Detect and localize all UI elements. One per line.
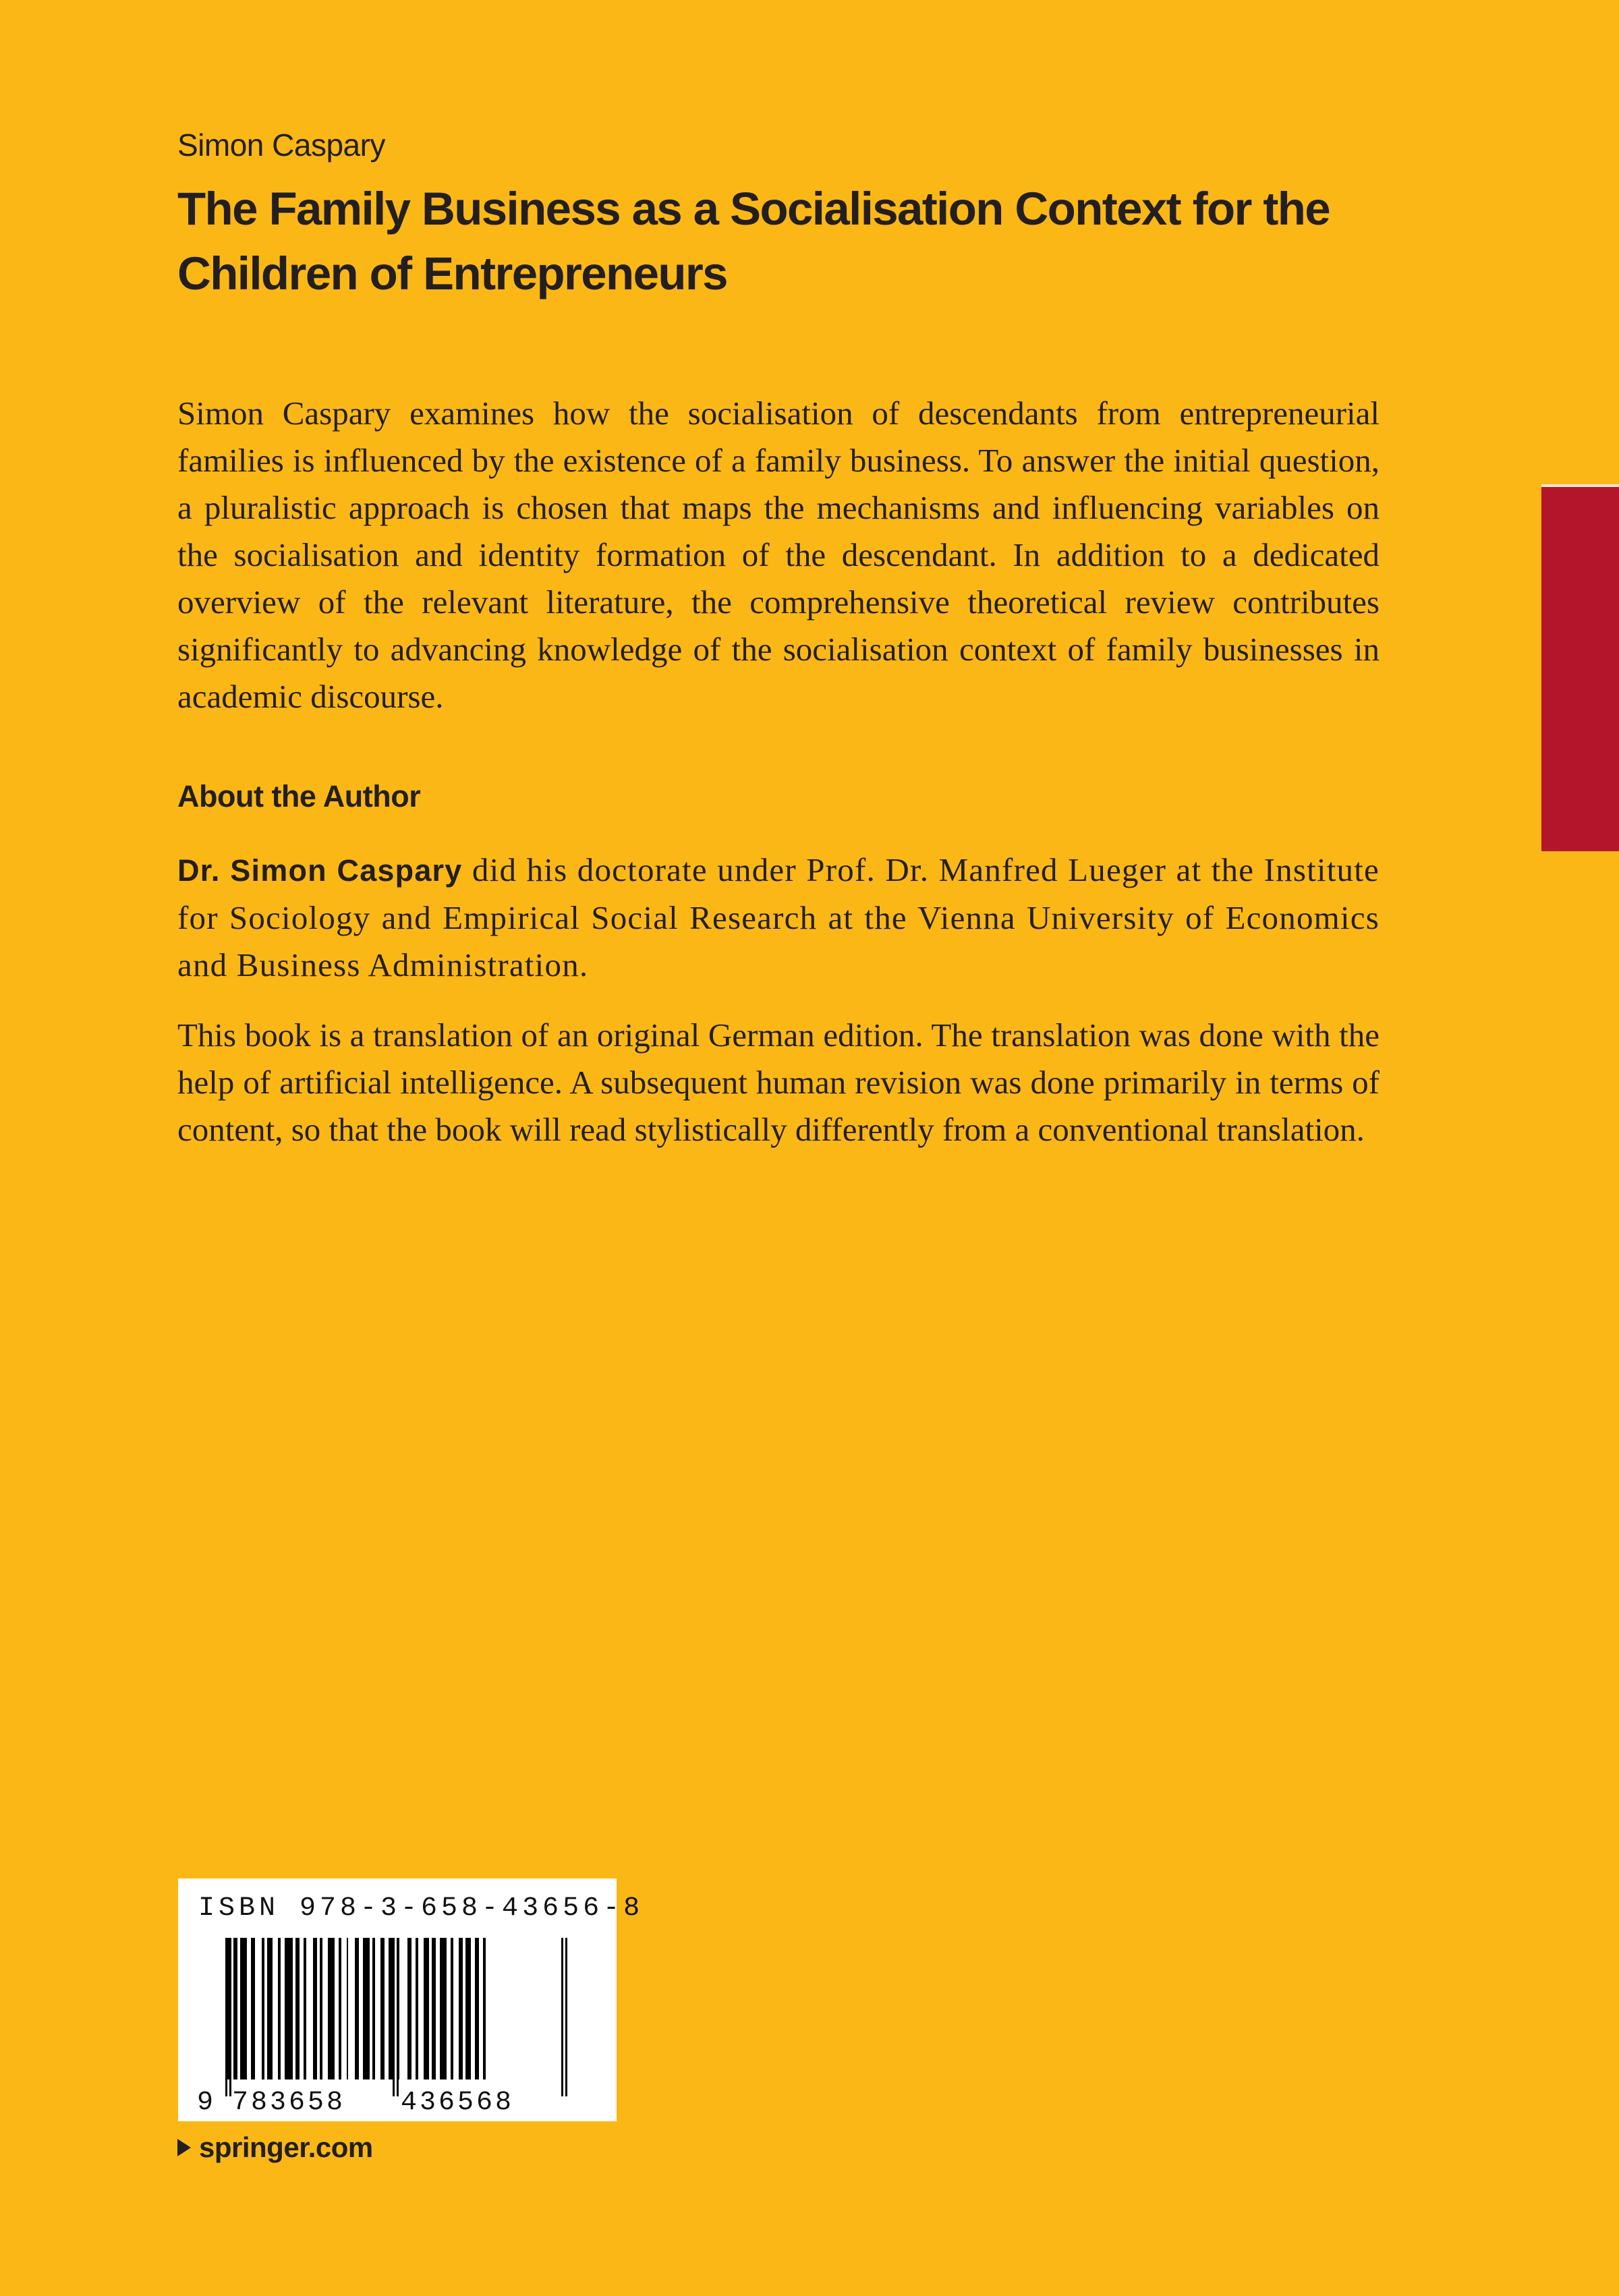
barcode-bar	[328, 1938, 335, 2079]
barcode-bar	[363, 1938, 370, 2079]
barcode-bar	[251, 1938, 255, 2079]
spine-color-tab	[1541, 487, 1619, 851]
barcode-bar	[432, 1938, 436, 2079]
author-name: Simon Caspary	[177, 127, 385, 163]
barcode-bar	[285, 1938, 293, 2079]
barcode-bar	[372, 1938, 375, 2079]
barcode-bar	[380, 1938, 385, 2079]
barcode-bar	[407, 1938, 411, 2079]
translation-note: This book is a translation of an original German edition. The translation was done with the help of artificial intelligence. A subsequent human revision was done primarily in terms of content, so that the book will read stylistically differently from a conventional translation.	[177, 1016, 1380, 1148]
barcode-bar	[233, 1938, 237, 2079]
ean-left-digits: 783658	[232, 2088, 346, 2118]
barcode-bar	[475, 1938, 479, 2079]
book-title: The Family Business as a Socialisation Context for the Children of Entrepreneurs	[177, 183, 1330, 299]
barcode-guard-bar	[397, 1938, 399, 2096]
barcode-bar	[465, 1938, 471, 2079]
barcode-guard-bar	[561, 1938, 563, 2096]
barcode-panel	[178, 1878, 644, 2121]
play-arrow-icon	[177, 2139, 191, 2156]
barcode-bar	[416, 1938, 418, 2079]
author-bio-name: Dr. Simon Caspary	[177, 853, 463, 888]
barcode-bar	[483, 1938, 486, 2079]
barcode-bar	[278, 1938, 281, 2079]
ean-first-digit: 9	[197, 2088, 214, 2118]
barcode-guard-bar	[229, 1938, 231, 2096]
author-bio-text: did his doctorate under Prof. Dr. Manfred Lueger at the Institute for Sociology and Empirical Social Research at the Vienna University of Economics and Business Administration.	[177, 851, 1380, 983]
publisher-link[interactable]	[177, 2131, 373, 2164]
barcode-bar	[424, 1938, 429, 2079]
barcode-bar	[262, 1938, 264, 2079]
barcode-guard-bar	[393, 1938, 395, 2096]
barcode-bar	[451, 1938, 453, 2079]
book-description: Simon Caspary examines how the socialisation of descendants from entrepreneurial families is influenced by the existence of a family business. To answer the initial question, a pluralistic approach is chosen that maps the mechanisms and influencing variables on the socialisation and identity formation of the descendant. In addition to a dedicated overview of the relevant literature, the comprehensive theoretical review contributes significantly to advancing knowledge of the socialisation context of family businesses in academic discourse.	[177, 395, 1380, 715]
barcode-bar	[295, 1938, 300, 2079]
barcode-guard-bar	[565, 1938, 567, 2096]
barcode-bar	[267, 1938, 273, 2079]
barcode-bar	[313, 1938, 317, 2079]
barcode-bar	[347, 1938, 348, 2079]
barcode-bar	[240, 1938, 247, 2079]
ean-right-digits: 436568	[401, 2088, 515, 2118]
barcode-icon	[178, 1878, 617, 2121]
author-bio	[177, 846, 1380, 989]
barcode-bar	[440, 1938, 447, 2079]
barcode-bar	[339, 1938, 341, 2079]
publisher-link-text: springer.com	[199, 2131, 373, 2163]
barcode-bar	[320, 1938, 322, 2079]
barcode-guard-bar	[225, 1938, 227, 2096]
barcode-bar	[459, 1938, 463, 2079]
about-author-heading: About the Author	[177, 779, 421, 813]
barcode-bar	[355, 1938, 359, 2079]
isbn-label: ISBN 978-3-658-43656-8	[198, 1893, 644, 1924]
barcode-bar	[304, 1938, 306, 2079]
